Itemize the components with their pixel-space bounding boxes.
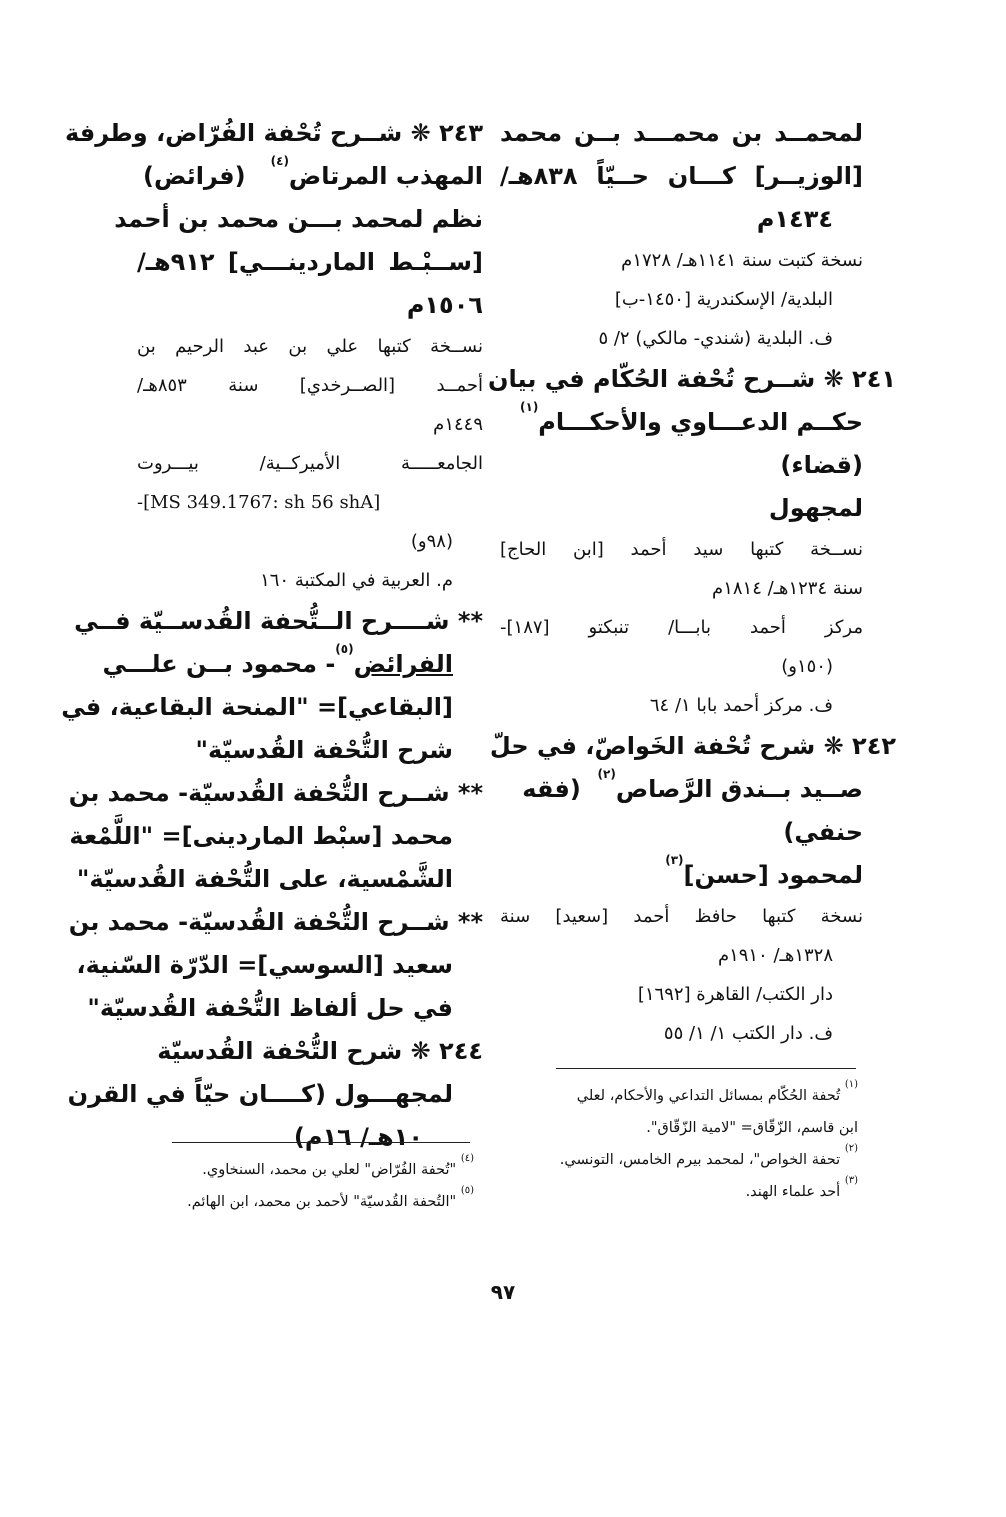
footnote-mark: (١): [844, 1079, 858, 1090]
copy-line: ١٣٢٨هـ/ ١٩١٠م: [717, 945, 833, 966]
footnote-mark: (٥): [460, 1185, 474, 1196]
catalog-line: ف. دار الكتب ١/ ١/ ٥٥: [663, 1023, 833, 1044]
entry-243: [64, 112, 483, 600]
location-line: الجامعـــــة الأميركــية/ بيـــروت: [137, 453, 483, 474]
cross-ref-line: ** شــرح التُّحْفة القُدسيّة- محمد بن: [68, 908, 483, 936]
entry-author-line: لمحمــد بن محمـــد بــن محمد: [500, 119, 863, 147]
footnotes-left: [150, 1154, 474, 1218]
entry-subject: (فقه: [522, 775, 581, 803]
cross-ref-line: سعيد [السوسي]= الدّرّة السّنية،: [76, 951, 453, 979]
copy-line: نســخة كتبها علي بن عبد الرحيم بن: [137, 336, 483, 357]
entry-title-line: [500, 768, 896, 811]
left-column: [61, 112, 483, 1159]
location-shelfmark: -[MS 349.1767: sh 56 shA]: [137, 492, 381, 513]
footnote-mark: (٢): [844, 1143, 858, 1154]
entry-title-text: حكــم الدعـــاوي والأحكـــام: [538, 408, 863, 436]
cross-ref-2: [68, 772, 483, 901]
cross-ref-line: الشَّمْسية، على التُّحْفة القُدسيّة": [76, 865, 453, 893]
entry-author-text: لمحمود [حسن]: [683, 861, 863, 889]
footnote-text: "التُحفة القُدسيّة" لأحمد بن محمد، ابن الهائم.: [187, 1194, 457, 1210]
cross-ref-line: ** شــــرح الــتُّحفة القُدســيّة فــي: [74, 607, 483, 635]
footnote-ref: (٣): [665, 853, 684, 867]
cross-ref-line: شرح التُّحْفة القُدسيّة": [195, 736, 453, 764]
copy-line: سنة ١٢٣٤هـ/ ١٨١٤م: [712, 578, 863, 599]
entry-subject: (قضاء): [780, 451, 863, 479]
cross-ref-line: [102, 642, 483, 686]
copy-line: نسخة كتبت سنة ١١٤١هـ/ ١٧٢٨م: [621, 250, 863, 271]
entry-subject: حنفي): [783, 818, 863, 846]
footnote: [150, 1154, 474, 1186]
right-column: [488, 112, 896, 1053]
location-line: مركز أحمد بابـــا/ تنبكتو [١٨٧]-: [500, 617, 863, 638]
entry-title-line: [137, 155, 483, 198]
entry-title-line: [500, 401, 896, 444]
entry-author-line: لمجهـــول (كــــان حيّاً في القرن: [67, 1080, 453, 1108]
location-line: (١٥٠و): [781, 656, 833, 677]
entry-title-line: ٢٤١ ❋ شــرح تُحْفة الحُكّام في بيان: [488, 365, 896, 393]
cross-ref-text: الفرائض: [353, 650, 453, 678]
footnote: [510, 1176, 858, 1208]
footnotes-right: [510, 1080, 858, 1208]
catalog-line: ف. البلدية (شندي- مالكي) ٢/ ٥: [598, 328, 833, 349]
entry-author-line: نظم لمحمد بـــن محمد بن أحمد: [114, 205, 483, 233]
location-line: البلدية/ الإسكندرية [١٤٥٠-ب]: [614, 289, 833, 310]
footnote-rule-left: [172, 1142, 470, 1143]
copy-line: نســخة كتبها سيد أحمد [ابن الحاج]: [500, 539, 863, 560]
footnote-text: ابن قاسم، الزّقّاق= "لامية الزّقّاق".: [646, 1120, 858, 1136]
entry-242: [489, 725, 896, 1053]
entry-continuation: [500, 112, 863, 358]
entry-244: [67, 1030, 483, 1159]
location-line: دار الكتب/ القاهرة [١٦٩٢]: [637, 984, 833, 1005]
footnote: [150, 1186, 474, 1218]
entry-title-line: ٢٤٣ ❋ شــرح تُحْفة الفُرّاض، وطرفة: [64, 119, 483, 147]
cross-ref-1: [61, 600, 483, 772]
entry-author: لمجهول: [768, 494, 863, 522]
footnote-ref: (٤): [270, 154, 289, 168]
footnote-text: "تُحفة الفُرّاض" لعلي بن محمد، السنخاوي.: [202, 1162, 457, 1178]
catalog-line: ف. مركز أحمد بابا ١/ ٦٤: [649, 695, 833, 716]
cross-ref-line: ** شــرح التُّحْفة القُدسيّة- محمد بن: [68, 779, 483, 807]
footnote-ref: (٢): [597, 767, 616, 781]
footnote: [510, 1144, 858, 1176]
entry-author-line: [الوزيــر] كـــان حــيّاً ٨٣٨هـ/: [500, 162, 863, 190]
entry-title-line: ٢٤٢ ❋ شرح تُحْفة الخَواصّ، في حلّ: [489, 732, 896, 760]
entry-subject: (فرائض): [142, 162, 246, 190]
footnote: [510, 1112, 858, 1144]
entry-date-line: ١٤٣٤م: [756, 205, 833, 233]
cross-ref-3: [68, 901, 483, 1030]
copy-line: أحمــد [الصــرخدي] سنة ٨٥٣هـ/: [137, 375, 483, 396]
footnote-text: تُحفة الحُكّام بمسائل التداعي والأحكام، لعلي: [576, 1088, 841, 1104]
footnote-rule-right: [556, 1068, 856, 1069]
entry-title-text: صــيد بــندق الرَّصاص: [615, 775, 863, 803]
entry-date-line: ١٥٠٦م: [406, 291, 483, 319]
entry-author-line: [ســبْـط الماردينـــي] ٩١٢هـ/: [137, 248, 483, 276]
footnote: [510, 1080, 858, 1112]
entry-date-line: ١٠هـ/ ١٦م): [293, 1123, 423, 1151]
entry-author: [500, 854, 896, 897]
footnote-text: أحد علماء الهند.: [745, 1184, 841, 1200]
cross-ref-line: في حل ألفاظ التُّحْفة القُدسيّة": [87, 994, 453, 1022]
footnote-ref: (١): [520, 400, 539, 414]
location-line: (٩٨و): [410, 531, 453, 552]
footnote-ref: (٥): [335, 642, 354, 656]
copy-line: ١٤٤٩م: [433, 414, 483, 435]
page-number: ٩٧: [490, 1280, 516, 1304]
footnote-mark: (٤): [460, 1153, 474, 1164]
cross-ref-line: [البقاعي]= "المنحة البقاعية، في: [61, 693, 453, 721]
footnote-mark: (٣): [844, 1175, 858, 1186]
entry-241: [488, 358, 896, 725]
catalog-line: م. العربية في المكتبة ١٦٠: [260, 570, 453, 591]
copy-line: نسخة كتبها حافظ أحمد [سعيد] سنة: [500, 906, 863, 927]
entry-title-text: المهذب المرتاض: [288, 162, 483, 190]
footnote-text: تحفة الخواص"، لمحمد بيرم الخامس، التونسي.: [559, 1152, 841, 1168]
cross-ref-text: - محمود بــن علـــي: [102, 650, 336, 678]
cross-ref-line: محمد [سبْط الماردينى]= "اللَّمْعة: [69, 822, 453, 850]
entry-title-line: ٢٤٤ ❋ شرح التُّحْفة القُدسيّة: [157, 1037, 483, 1065]
